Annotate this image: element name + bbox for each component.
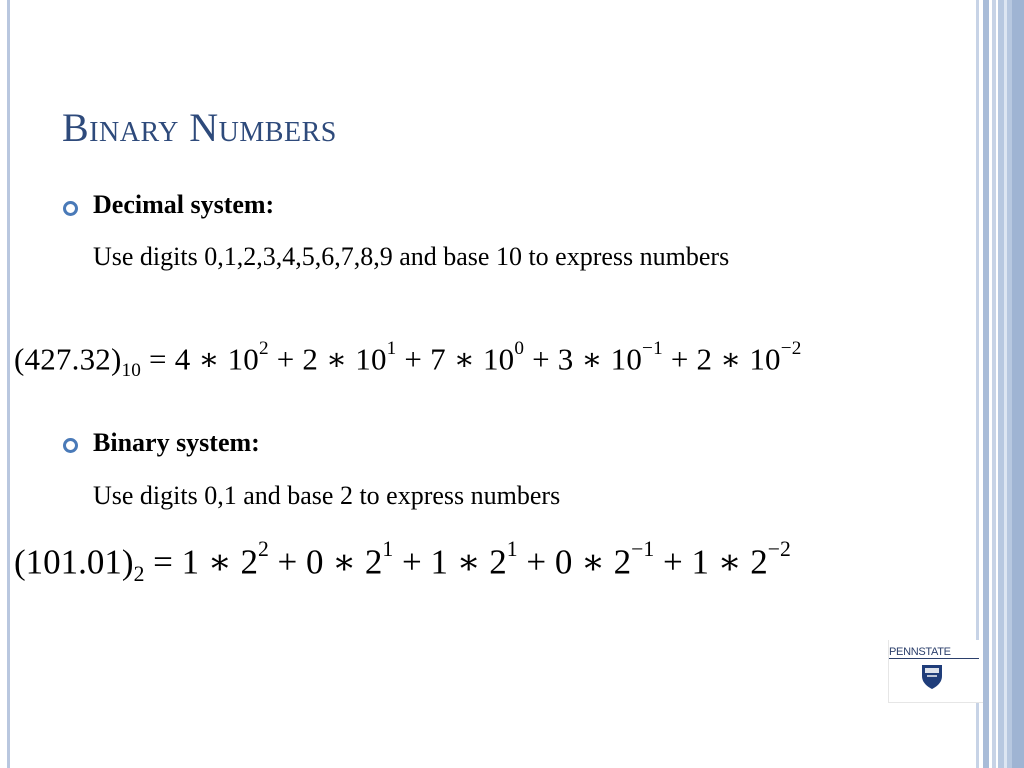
eq-base: 10 (355, 341, 387, 377)
decimal-equation (14, 338, 802, 382)
eq-exponent: 2 (257, 537, 269, 561)
stripe (983, 0, 989, 768)
eq-coef: 3 (557, 341, 574, 377)
pennstate-logo (888, 640, 983, 703)
eq-base: 2 (750, 542, 768, 582)
eq-base: 2 (240, 542, 258, 582)
eq-base: 2 (489, 542, 507, 582)
eq-times: ∗ (199, 542, 241, 582)
slide-title: Binary Numbers (62, 105, 337, 150)
eq-plus: + (268, 341, 303, 377)
bullet-icon (63, 201, 78, 216)
eq-equals: = (141, 341, 175, 377)
eq-plus: + (524, 341, 558, 377)
eq-times: ∗ (318, 341, 356, 377)
eq-exponent: −1 (642, 338, 663, 359)
section-heading-decimal: Decimal system: (93, 190, 275, 219)
eq-plus: + (662, 341, 697, 377)
eq-lhs-base: 10 (121, 360, 142, 382)
left-border-rule (7, 0, 10, 768)
shield-icon (921, 664, 943, 690)
eq-plus: + (654, 542, 692, 582)
eq-lhs: (101.01) (14, 542, 134, 582)
eq-exponent: 1 (386, 338, 397, 359)
bullet-icon (63, 438, 78, 453)
right-decorative-stripes (976, 0, 1024, 768)
eq-times: ∗ (708, 542, 751, 582)
eq-lhs-base: 2 (133, 561, 145, 586)
eq-base: 10 (482, 341, 515, 377)
eq-exponent: 0 (514, 338, 525, 359)
eq-exponent: −2 (780, 338, 802, 359)
eq-coef: 0 (554, 542, 573, 582)
eq-coef: 2 (696, 341, 713, 377)
eq-exponent: 1 (382, 537, 394, 561)
eq-coef: 4 (174, 341, 191, 377)
eq-times: ∗ (572, 542, 614, 582)
eq-base: 10 (749, 341, 781, 377)
eq-exponent: −2 (767, 537, 791, 561)
eq-exponent: 1 (506, 537, 518, 561)
eq-times: ∗ (445, 341, 483, 377)
eq-plus: + (517, 542, 555, 582)
eq-times: ∗ (712, 341, 750, 377)
eq-plus: + (396, 341, 431, 377)
stripe (992, 0, 996, 768)
eq-coef: 0 (306, 542, 324, 582)
eq-lhs: (427.32) (14, 341, 122, 377)
eq-times: ∗ (190, 341, 228, 377)
section-text-binary: Use digits 0,1 and base 2 to express numbers (93, 481, 561, 510)
eq-coef: 1 (691, 542, 709, 582)
eq-exponent: 2 (258, 338, 269, 359)
eq-coef: 7 (430, 341, 446, 377)
eq-coef: 1 (181, 542, 200, 582)
eq-equals: = (144, 542, 182, 582)
eq-times: ∗ (447, 542, 490, 582)
eq-times: ∗ (323, 542, 365, 582)
eq-coef: 1 (430, 542, 448, 582)
eq-base: 2 (613, 542, 632, 582)
eq-base: 10 (610, 341, 643, 377)
eq-base: 2 (364, 542, 383, 582)
eq-base: 10 (227, 341, 259, 377)
eq-coef: 2 (302, 341, 319, 377)
stripe (1004, 0, 1007, 768)
section-heading-binary: Binary system: (93, 428, 260, 457)
section-text-decimal: Use digits 0,1,2,3,4,5,6,7,8,9 and base 10 to express numbers (93, 242, 730, 271)
eq-exponent: −1 (631, 537, 655, 561)
stripe (1012, 0, 1024, 768)
binary-equation (14, 537, 791, 587)
eq-plus: + (393, 542, 431, 582)
logo-wordmark: PENNSTATE (889, 646, 979, 659)
eq-times: ∗ (573, 341, 611, 377)
eq-plus: + (268, 542, 307, 582)
